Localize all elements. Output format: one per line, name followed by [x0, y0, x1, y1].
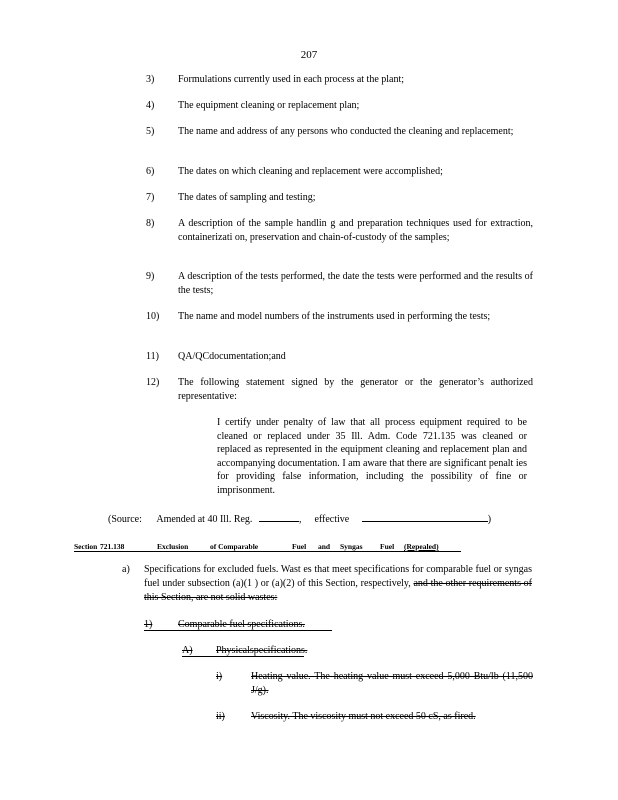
deleted-item-text: Viscosity. The viscosity must not exceed 50 cS, as fired.	[251, 711, 476, 722]
subsection-a-text	[144, 563, 532, 605]
deleted-underline	[144, 630, 332, 631]
list-item-number: 9)	[146, 271, 155, 282]
repealed-marker: (Repealed)	[404, 542, 439, 551]
section-word: Fuel	[292, 542, 307, 551]
list-item-number: 10)	[146, 311, 160, 322]
list-item-number: 3)	[146, 74, 155, 85]
list-item-number: 5)	[146, 126, 155, 137]
list-item-text: A description of the tests performed, the date the tests were performed and the results of the tests;	[178, 271, 533, 296]
deleted-item-text: Physicalspecifications.	[216, 645, 308, 656]
register-blank	[259, 511, 299, 522]
section-label: Section	[74, 542, 98, 551]
list-item-text: The equipment cleaning or replacement plan;	[178, 100, 360, 111]
subsection-a-number: a)	[122, 564, 130, 575]
source-amended: Amended at 40 Ill. Reg.	[156, 514, 253, 525]
certification-statement: I certify under penalty of law that all process equipment required to be cleaned or replaced under 35 Ill. Adm. Code 721.135 was cleaned or replaced as represented in the equipment cleaning and replacement plan and accompanying documentation. I am aware that there are significant penalt ies for providing false information, including the possibility of fine or imprisonment.	[217, 417, 527, 496]
list-item-number: 4)	[146, 100, 155, 111]
list-item-number: 6)	[146, 166, 155, 177]
list-item-number: 7)	[146, 192, 155, 203]
subsection-a-main: Specifications for excluded fuels. Wast es that meet specifications for comparable fuel or syngas fuel under subsection (a)(1 ) or (a)(2) of this Section, respectively,	[144, 564, 532, 589]
section-word: Syngas	[340, 542, 363, 551]
subsection-a-deleted: and the other requirements of this Section, are not solid wastes:	[144, 578, 533, 603]
deleted-item-number: 1)	[144, 619, 153, 630]
deleted-item-text: Comparable fuel specifications.	[178, 619, 305, 630]
page-number: 207	[300, 49, 318, 61]
list-item-text: Formulations currently used in each process at the plant;	[178, 74, 405, 85]
list-item-text: QA/QCdocumentation;and	[178, 351, 286, 362]
list-item-text: The dates of sampling and testing;	[178, 192, 316, 203]
list-item-number: 8)	[146, 218, 155, 229]
list-item-number: 11)	[146, 351, 159, 362]
source-effective: effective	[314, 514, 350, 525]
list-item-text: The name and model numbers of the instruments used in performing the tests;	[178, 311, 491, 322]
section-word: Fuel	[380, 542, 395, 551]
list-item-text: The dates on which cleaning and replacement were accomplished;	[178, 166, 443, 177]
deleted-item-text: Heating value. The heating value must exceed 5,000 Btu/lb (11,500 J/g).	[251, 671, 533, 696]
deleted-item-number: i)	[216, 671, 223, 682]
list-item-text: A description of the sample handlin g and preparation techniques used for extraction, containerizati on, preservation and chain-of-custody of the samples;	[178, 218, 533, 243]
source-note: (Source: Amended at 40 Ill. Reg. , effective )	[108, 511, 491, 527]
list-item-text: The name and address of any persons who conducted the cleaning and replacement;	[178, 126, 514, 137]
section-number: 721.138	[100, 542, 125, 551]
deleted-underline	[182, 656, 304, 657]
list-item-number: 12)	[146, 377, 160, 388]
deleted-item-number: ii)	[216, 711, 225, 722]
heading-underline	[74, 551, 461, 552]
deleted-item-number: A)	[182, 645, 193, 656]
source-close: )	[487, 514, 492, 525]
section-word: and	[318, 542, 331, 551]
list-item-text: The following statement signed by the generator or the generator’s authorized representative:	[178, 377, 533, 402]
source-prefix: (Source:	[108, 514, 142, 525]
effective-date-blank	[362, 511, 488, 522]
section-word: Exclusion	[157, 542, 189, 551]
section-word: of Comparable	[210, 542, 259, 551]
